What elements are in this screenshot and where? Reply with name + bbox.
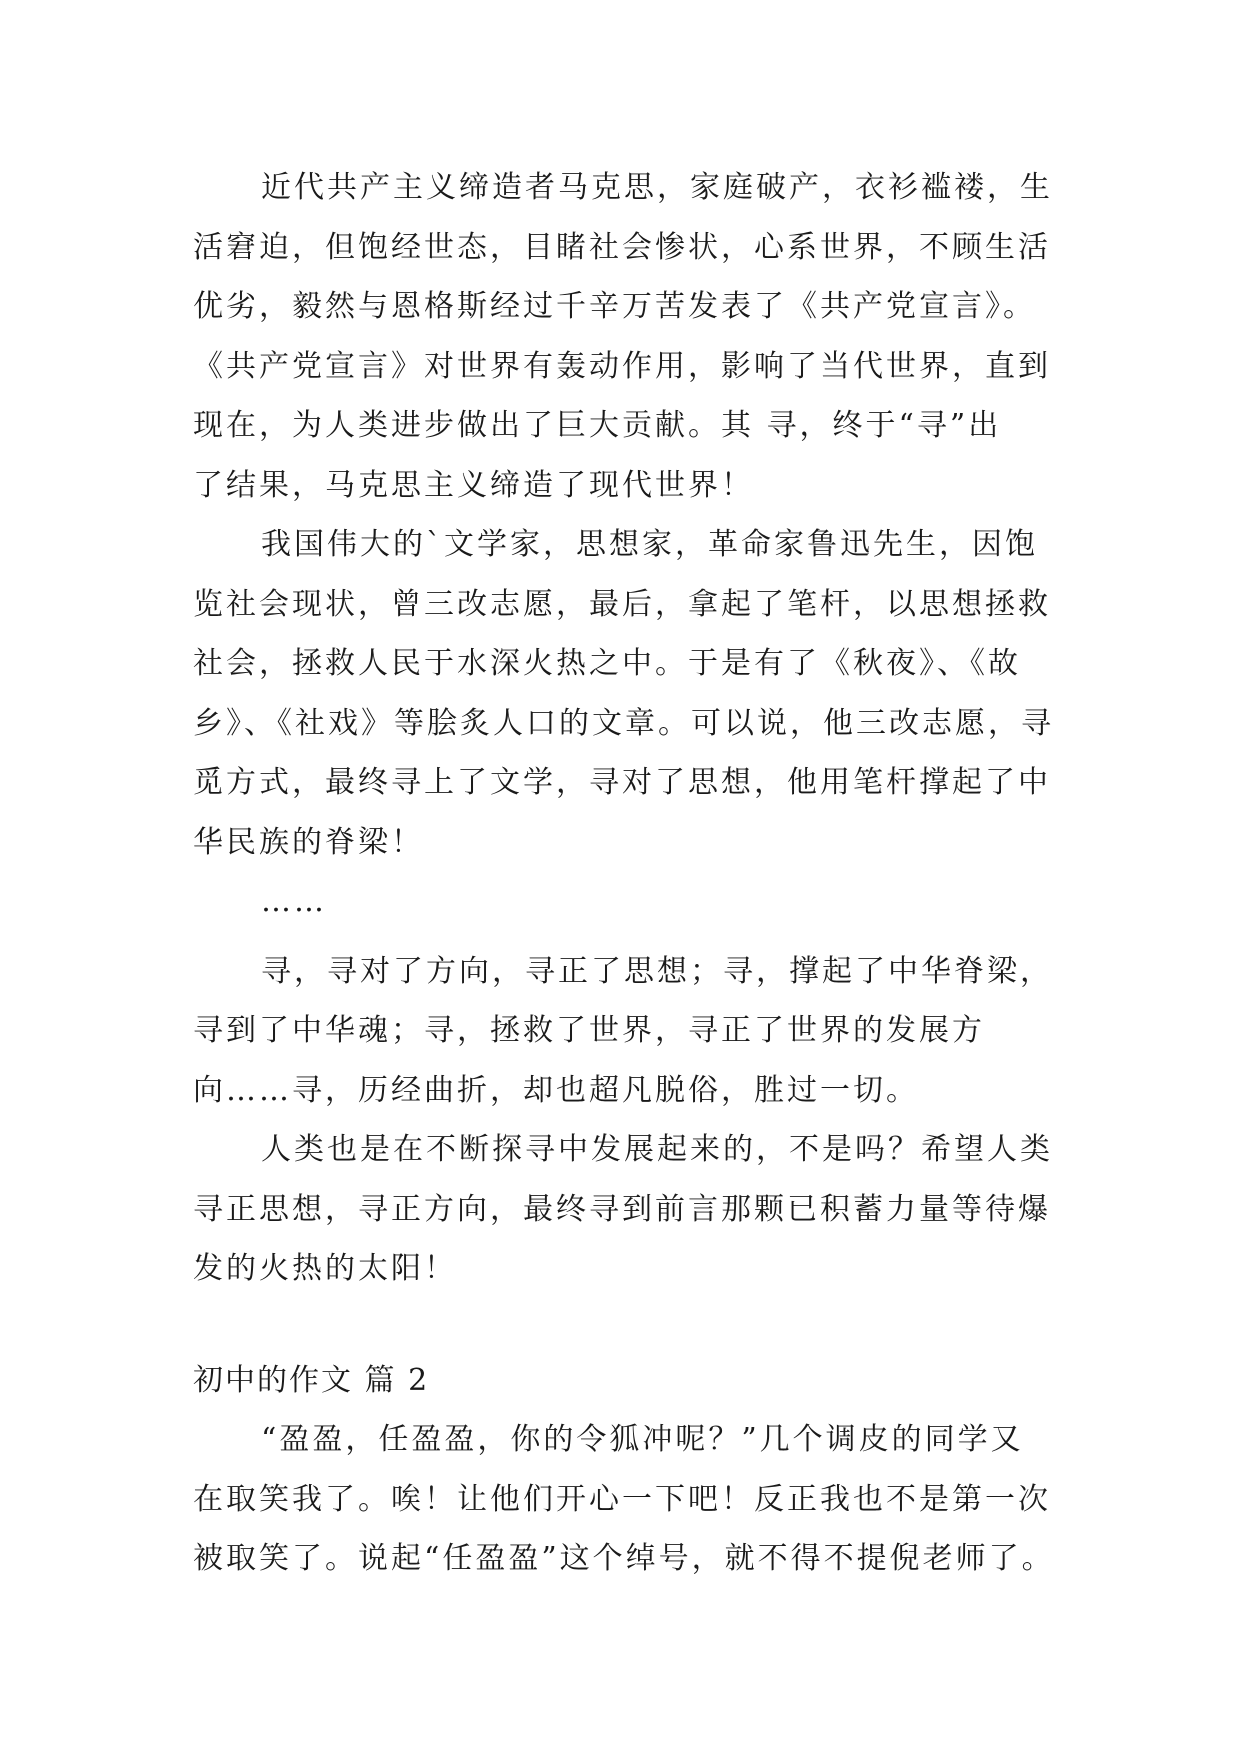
text-line: 向……寻，历经曲折，却也超凡脱俗，胜过一切。 [193, 1072, 919, 1108]
text-line: 发的火热的太阳！ [193, 1251, 457, 1286]
text-line: 寻到了中华魂；寻，拯救了世界，寻正了世界的发展方 [193, 1013, 985, 1048]
text-line: 近代共产主义缔造者马克思，家庭破产，衣衫褴褛，生 [261, 170, 1053, 205]
section-heading: 初中的作文 篇 2 [193, 1362, 430, 1398]
text-line: 优劣，毅然与恩格斯经过千辛万苦发表了《共产党宣言》。 [193, 289, 1036, 324]
paragraph-ellipsis [193, 872, 1053, 932]
text-line: 《共产党宣言》对世界有轰动作用，影响了当代世界，直到 [193, 348, 1051, 384]
text-line: 现在，为人类进步做出了巨大贡献。其 寻，终于“寻”出 [193, 408, 1002, 443]
spacer [193, 1299, 1053, 1351]
text-line: 寻，寻对了方向，寻正了思想；寻，撑起了中华脊梁， [261, 953, 1053, 989]
ellipsis-line: …… [261, 884, 327, 919]
text-line: 活窘迫，但饱经世态，目睹社会惨状，心系世界，不顾生活 [193, 229, 1051, 265]
text-line: 寻正思想，寻正方向，最终寻到前言那颗已积蓄力量等待爆 [193, 1191, 1051, 1227]
text-line: 在取笑我了。唉！让他们开心一下吧！反正我也不是第一次 [193, 1481, 1051, 1517]
text-line: 人类也是在不断探寻中发展起来的，不是吗？希望人类 [261, 1132, 1053, 1167]
text-line: 乡》、《社戏》等脍炙人口的文章。可以说，他三改志愿，寻 [193, 705, 1054, 741]
text-line: 了结果，马克思主义缔造了现代世界！ [193, 467, 754, 503]
paragraph-humanity [193, 1120, 1053, 1299]
text-line: 我国伟大的`文学家，思想家，革命家鲁迅先生，因饱 [261, 527, 1038, 562]
text-line: 被取笑了。说起“任盈盈”这个绰号，就不得不提倪老师了。 [193, 1541, 1055, 1576]
paragraph-xun [193, 942, 1053, 1121]
text-line: 览社会现状，曾三改志愿，最后，拿起了笔杆，以思想拯救 [193, 586, 1051, 622]
text-line: 社会，拯救人民于水深火热之中。于是有了《秋夜》、《故 [193, 646, 1021, 681]
document-body [193, 158, 1053, 1589]
text-line: 华民族的脊梁！ [193, 824, 424, 860]
paragraph-luxun [193, 515, 1053, 872]
paragraph-yingying [193, 1410, 1053, 1589]
spacer [193, 932, 1053, 942]
text-line: “盈盈，任盈盈，你的令狐冲呢？”几个调皮的同学又 [261, 1422, 1024, 1457]
text-line: 觅方式，最终寻上了文学，寻对了思想，他用笔杆撑起了中 [193, 765, 1051, 800]
paragraph-marx [193, 158, 1053, 515]
